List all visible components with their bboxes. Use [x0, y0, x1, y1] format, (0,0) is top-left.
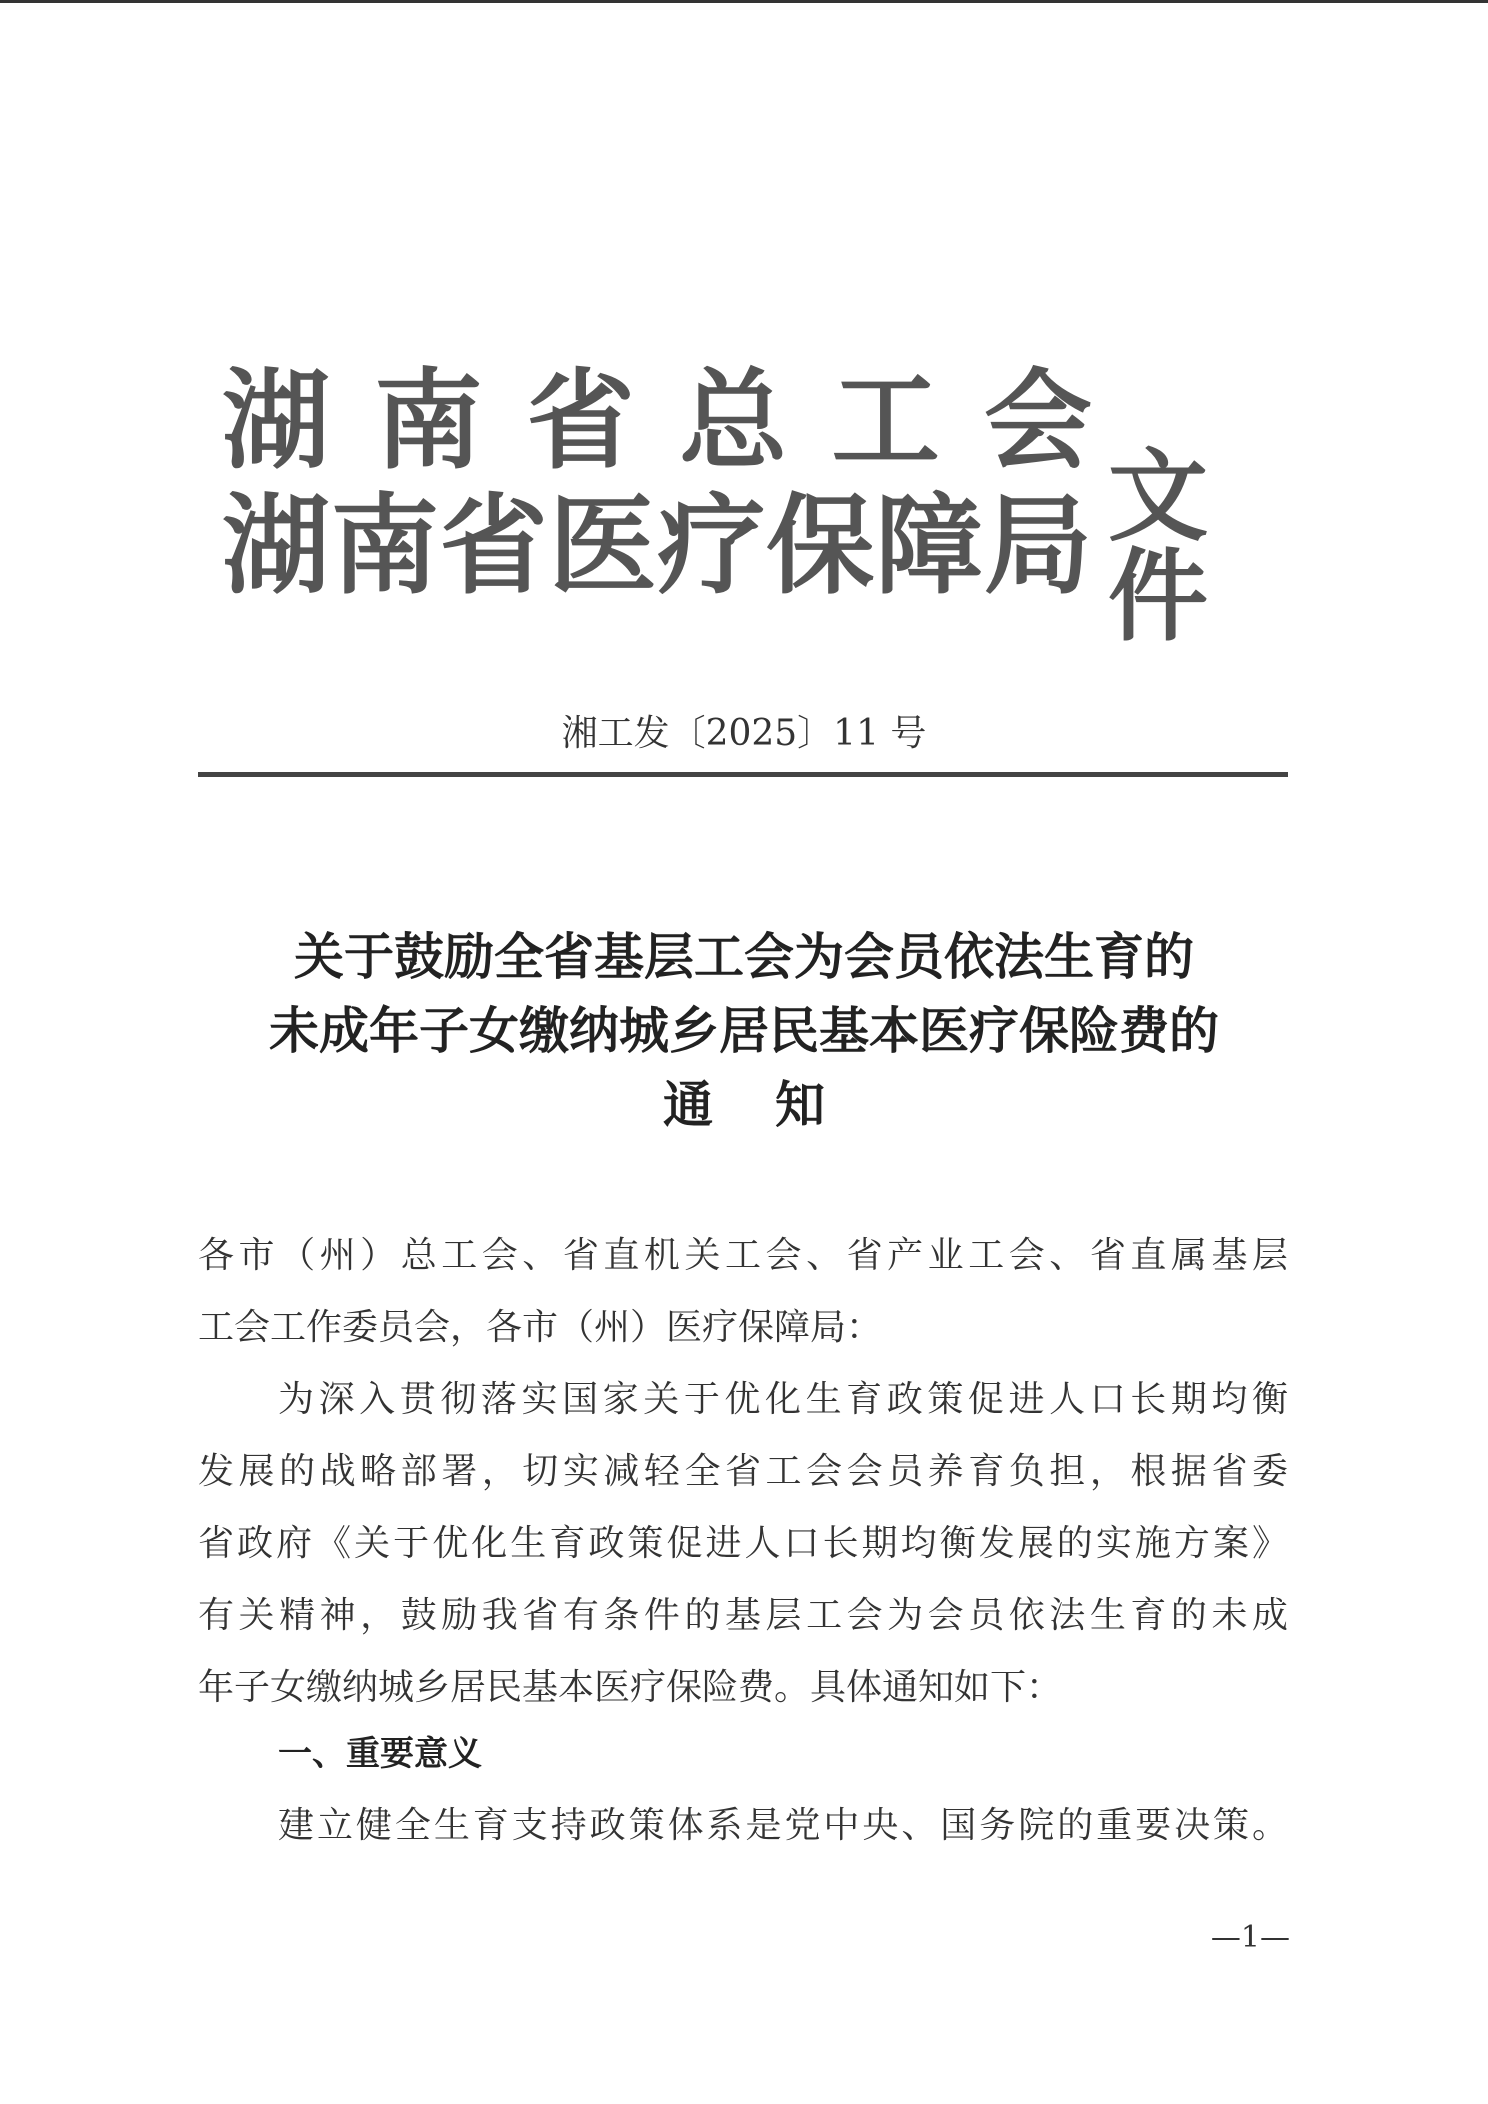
org1-char: 省: [526, 358, 635, 484]
title-line: 通知: [663, 1075, 887, 1134]
paragraph-line: 有关精神，鼓励我省有条件的基层工会为会员依法生育的未成: [198, 1595, 1288, 1636]
org2-char: 湖: [222, 483, 331, 609]
title-line: 未成年子女缴纳城乡居民基本医疗保险费的: [269, 1001, 1219, 1060]
org-name-healthcare-security-bureau: [222, 483, 1092, 609]
org1-char: 会: [983, 358, 1092, 484]
paragraph-line: 省政府《关于优化生育政策促进人口长期均衡发展的实施方案》: [198, 1523, 1288, 1564]
paragraph-line: 发展的战略部署，切实减轻全省工会会员养育负担，根据省委: [198, 1451, 1288, 1492]
paragraph-line: 为深入贯彻落实国家关于优化生育政策促进人口长期均衡: [278, 1379, 1288, 1420]
org1-char: 湖: [222, 358, 331, 484]
page-number: —1—: [1210, 1920, 1290, 1955]
addressee-line: 工会工作委员会，各市（州）医疗保障局：: [198, 1307, 883, 1348]
top-border-line: [0, 0, 1488, 3]
addressee-line: 各市（州）总工会、省直机关工会、省产业工会、省直属基层: [198, 1235, 1288, 1276]
org-name-federation-of-trade-unions: [222, 358, 1092, 484]
org2-char: 南: [330, 483, 439, 609]
paragraph-line: 年子女缴纳城乡居民基本医疗保险费。具体通知如下：: [198, 1667, 1063, 1708]
header-divider: [198, 772, 1288, 777]
org2-char: 障: [875, 483, 984, 609]
org2-char: 疗: [657, 483, 766, 609]
org2-char: 局: [983, 483, 1092, 609]
org2-char: 医: [548, 483, 657, 609]
org1-char: 工: [831, 358, 940, 484]
org1-char: 总: [679, 358, 788, 484]
document-label: 文件: [1108, 437, 1212, 655]
title-line: 关于鼓励全省基层工会为会员依法生育的: [294, 927, 1194, 986]
org1-char: 南: [374, 358, 483, 484]
org2-char: 保: [766, 483, 875, 609]
issuing-organizations-header: [222, 358, 1262, 655]
org2-char: 省: [439, 483, 548, 609]
section-heading: 一、重要意义: [278, 1734, 482, 1774]
document-title: [150, 920, 1338, 1142]
paragraph-line: 建立健全生育支持政策体系是党中央、国务院的重要决策。: [278, 1805, 1288, 1846]
document-number: 湘工发〔2025〕11 号: [561, 713, 927, 754]
document-body: [198, 1220, 1288, 1724]
